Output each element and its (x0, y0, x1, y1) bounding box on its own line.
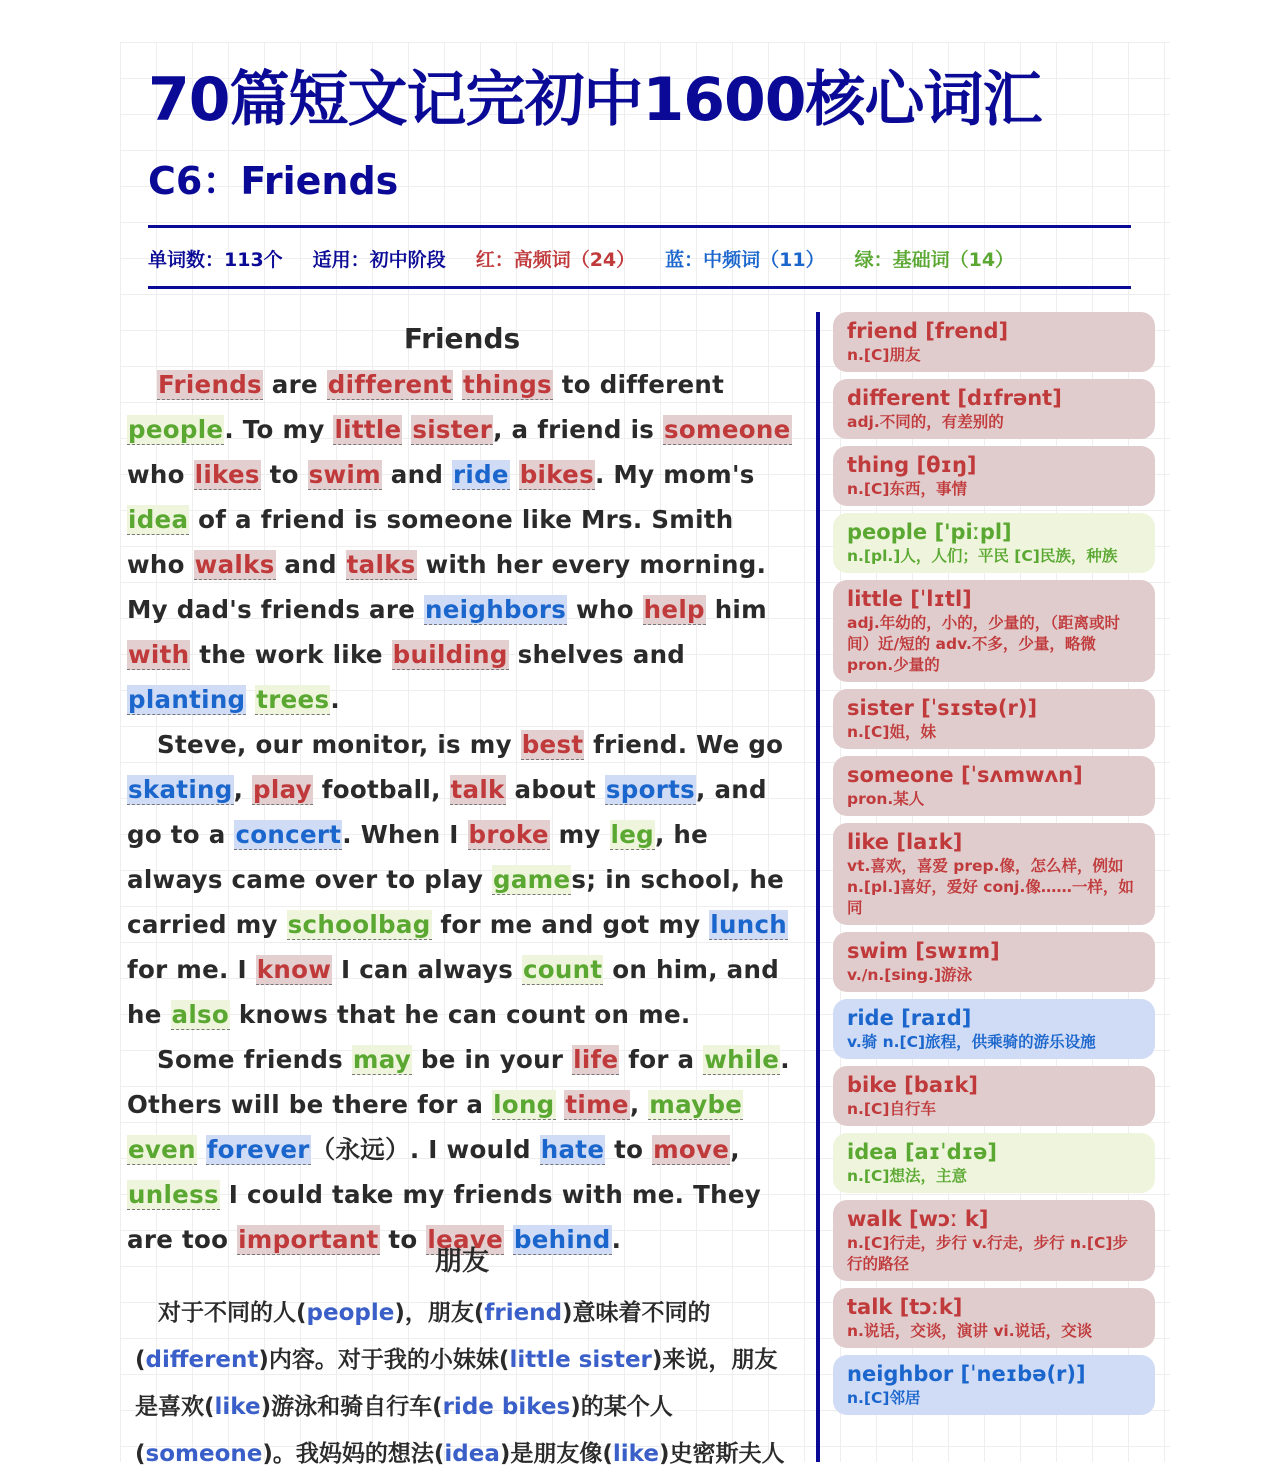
article-paragraph: Steve, our monitor, is my best friend. We go skating, play football, talk about sports, and go to a concert. When I broke my leg, he always came over to play games; in school, he carried my schoolbag for me and got my lunch for me. I know I can always count on him, and he also knows that he can count on me. (127, 730, 788, 1029)
legend-high-frequency: 红：高频词（24） (475, 248, 636, 271)
vocab-highlight-red[interactable]: different (327, 370, 453, 399)
vocab-highlight-green[interactable]: idea (128, 505, 189, 534)
vocab-highlight-red[interactable]: bikes (519, 460, 594, 489)
vocab-card[interactable] (833, 689, 1155, 749)
vocab-highlight-red[interactable]: leave (427, 1225, 504, 1254)
vocab-word: like [laɪk] (847, 830, 963, 854)
vocab-word: someone [ˈsʌmwʌn] (847, 763, 1083, 787)
vocab-card[interactable] (833, 1200, 1155, 1281)
vocab-word: swim [swɪm] (847, 939, 1000, 963)
vocab-definition: vt.喜欢，喜爱 prep.像，怎么样，例如 n.[pl.]喜好，爱好 conj.像……一样，如同 (847, 857, 1134, 917)
lesson-subtitle: C6：Friends (148, 159, 399, 203)
vocab-highlight-blue[interactable]: concert (235, 820, 342, 849)
vocab-card[interactable] (833, 999, 1155, 1059)
article-paragraph: Friends are different things to different people. To my little sister, a friend is someone who likes to swim and ride bikes. My mom's idea of a friend is someone like Mrs. Smith who walks and talks with her every morning. My dad's friends are neighbors who help him with the work like building shelves and planting trees. (127, 370, 791, 714)
vocab-card[interactable] (833, 1133, 1155, 1193)
vocab-card[interactable] (833, 932, 1155, 992)
vocab-highlight-red[interactable]: swim (308, 460, 381, 489)
vocab-card[interactable] (833, 1355, 1155, 1415)
vocab-highlight-blue[interactable]: skating (128, 775, 233, 804)
vocab-word: different [dɪfrənt] (847, 386, 1062, 410)
vocab-word: talk [tɔːk] (847, 1295, 963, 1319)
article-title: Friends (403, 322, 521, 355)
vocab-highlight-green[interactable]: unless (128, 1180, 219, 1209)
vocab-highlight-green[interactable]: maybe (649, 1090, 743, 1119)
vocab-highlight-blue[interactable]: sports (605, 775, 696, 804)
vocab-highlight-red[interactable]: time (565, 1090, 629, 1119)
vocab-highlight-green[interactable]: while (704, 1045, 780, 1074)
vocab-highlight-green[interactable]: even (128, 1135, 196, 1164)
vocab-highlight-red[interactable]: talks (346, 550, 416, 579)
translation-keyword: idea (444, 1441, 500, 1467)
vocab-card[interactable] (833, 1288, 1155, 1348)
vocab-card[interactable] (833, 312, 1155, 372)
vocab-highlight-red[interactable]: Friends (158, 370, 262, 399)
vocab-definition: n.[C]东西，事情 (847, 480, 967, 498)
vocab-highlight-green[interactable]: game (492, 865, 571, 894)
vocabulary-list (833, 312, 1155, 1422)
header-rule-bottom (148, 286, 1131, 289)
vocab-definition: n.[C]想法，主意 (847, 1167, 967, 1185)
article-paragraph: Some friends may be in your life for a while. Others will be there for a long time, maybe even forever（永远）. I would hate to move, unless I could take my friends with me. They are too important to leave behind. (127, 1045, 790, 1254)
vocab-highlight-red[interactable]: play (253, 775, 312, 804)
vocab-highlight-green[interactable]: also (171, 1000, 230, 1029)
translation-keyword: like (214, 1394, 261, 1420)
vocab-highlight-red[interactable]: little (334, 415, 402, 444)
vocab-card[interactable] (833, 580, 1155, 682)
vocab-definition: v.骑 n.[C]旅程，供乘骑的游乐设施 (847, 1033, 1096, 1051)
translation-keyword: people (306, 1300, 395, 1326)
vocab-highlight-red[interactable]: walks (194, 550, 275, 579)
vocab-highlight-red[interactable]: with (128, 640, 190, 669)
vocab-highlight-blue[interactable]: neighbors (425, 595, 567, 624)
article-body (127, 362, 797, 1262)
vocab-definition: n.说话，交谈，演讲 vi.说话，交谈 (847, 1322, 1093, 1340)
vocab-card[interactable] (833, 756, 1155, 816)
vocab-highlight-red[interactable]: best (521, 730, 584, 759)
vocab-highlight-red[interactable]: important (238, 1225, 379, 1254)
legend-mid-frequency: 蓝：中频词（11） (665, 248, 825, 271)
vocab-highlight-green[interactable]: schoolbag (287, 910, 431, 939)
translation-keyword: friend (484, 1300, 563, 1326)
translation-body: 对于不同的人(people)，朋友(friend)意味着不同的(different)内容。对于我的小妹妹(little sister)来说，朋友是喜欢(like)游泳和骑自行车(ride bikes)的某个人(someone)。我妈妈的想法(idea)是朋友像(like)史密斯夫人 (135, 1300, 785, 1467)
vocab-highlight-red[interactable]: sister (412, 415, 493, 444)
vocab-card[interactable] (833, 446, 1155, 506)
vocab-word: little [ˈlɪtl] (847, 587, 972, 611)
translation-keyword: someone (145, 1441, 263, 1467)
vocab-card[interactable] (833, 379, 1155, 439)
vocab-word: walk [wɔː k] (847, 1207, 989, 1231)
vocab-highlight-green[interactable]: may (352, 1045, 412, 1074)
vocab-word: neighbor [ˈneɪbə(r)] (847, 1362, 1086, 1386)
vocab-card[interactable] (833, 1066, 1155, 1126)
vocab-word: sister [ˈsɪstə(r)] (847, 696, 1038, 720)
vocab-highlight-red[interactable]: help (643, 595, 705, 624)
vocab-highlight-blue[interactable]: forever (206, 1135, 310, 1164)
vocab-highlight-green[interactable]: leg (610, 820, 654, 849)
legend-basic: 绿：基础词（14） (854, 248, 1015, 271)
page-title: 70篇短文记完初中1600核心词汇 (148, 65, 1042, 135)
vocab-word: friend [frend] (847, 319, 1009, 343)
vocab-card[interactable] (833, 513, 1155, 573)
vocab-highlight-red[interactable]: life (573, 1045, 619, 1074)
vocab-definition: adj.年幼的，小的，少量的，（距离或时间）近/短的 adv.不多，少量，略微 pron.少量的 (847, 614, 1121, 674)
vocab-word: thing [θɪŋ] (847, 453, 977, 477)
vocab-word: bike [baɪk] (847, 1073, 979, 1097)
vocab-definition: n.[C]姐，妹 (847, 723, 936, 741)
translation-title: 朋友 (435, 1246, 489, 1277)
vocab-definition: n.[C]行走，步行 v.行走，步行 n.[C]步行的路径 (847, 1234, 1128, 1273)
vocab-definition: n.[pl.]人，人们；平民 [C]民族，种族 (847, 547, 1118, 565)
header-rule-top (148, 225, 1131, 228)
vocab-definition: v./n.[sing.]游泳 (847, 966, 973, 984)
vocab-word: idea [aɪˈdɪə] (847, 1140, 997, 1164)
vocab-highlight-blue[interactable]: planting (128, 685, 246, 714)
vocab-definition: adj.不同的，有差别的 (847, 413, 1004, 431)
translation-keyword: little sister (509, 1347, 652, 1373)
vocab-definition: n.[C]朋友 (847, 346, 921, 364)
vocab-highlight-red[interactable]: know (256, 955, 332, 984)
column-divider (816, 312, 820, 1462)
vocab-definition: n.[C]邻居 (847, 1389, 921, 1407)
vocab-highlight-red[interactable]: broke (468, 820, 549, 849)
vocab-highlight-red[interactable]: things (463, 370, 552, 399)
vocab-highlight-blue[interactable]: lunch (710, 910, 788, 939)
vocab-highlight-blue[interactable]: ride (453, 460, 509, 489)
translation-keyword: different (145, 1347, 259, 1373)
translation-keyword: ride bikes (442, 1394, 571, 1420)
translation-keyword: like (612, 1441, 659, 1467)
vocab-definition: pron.某人 (847, 790, 925, 808)
vocab-word: people ['piːpl] (847, 520, 1012, 544)
vocab-highlight-red[interactable]: move (653, 1135, 730, 1164)
vocab-highlight-green[interactable]: people (128, 415, 224, 444)
vocab-definition: n.[C]自行车 (847, 1100, 936, 1118)
vocab-highlight-red[interactable]: likes (194, 460, 260, 489)
vocab-highlight-red[interactable]: someone (663, 415, 791, 444)
vocab-highlight-green[interactable]: count (522, 955, 603, 984)
vocab-highlight-red[interactable]: building (392, 640, 508, 669)
vocab-card[interactable] (833, 823, 1155, 925)
vocab-highlight-red[interactable]: talk (450, 775, 505, 804)
article-column (127, 316, 797, 1262)
vocab-highlight-green[interactable]: trees (256, 685, 330, 714)
vocab-highlight-blue[interactable]: hate (540, 1135, 605, 1164)
word-count: 单词数：113个 (148, 248, 283, 271)
vocab-highlight-green[interactable]: long (493, 1090, 555, 1119)
level-label: 适用：初中阶段 (312, 248, 446, 271)
vocab-word: ride [raɪd] (847, 1006, 972, 1030)
vocab-highlight-blue[interactable]: behind (513, 1225, 611, 1254)
meta-bar (148, 240, 1131, 276)
